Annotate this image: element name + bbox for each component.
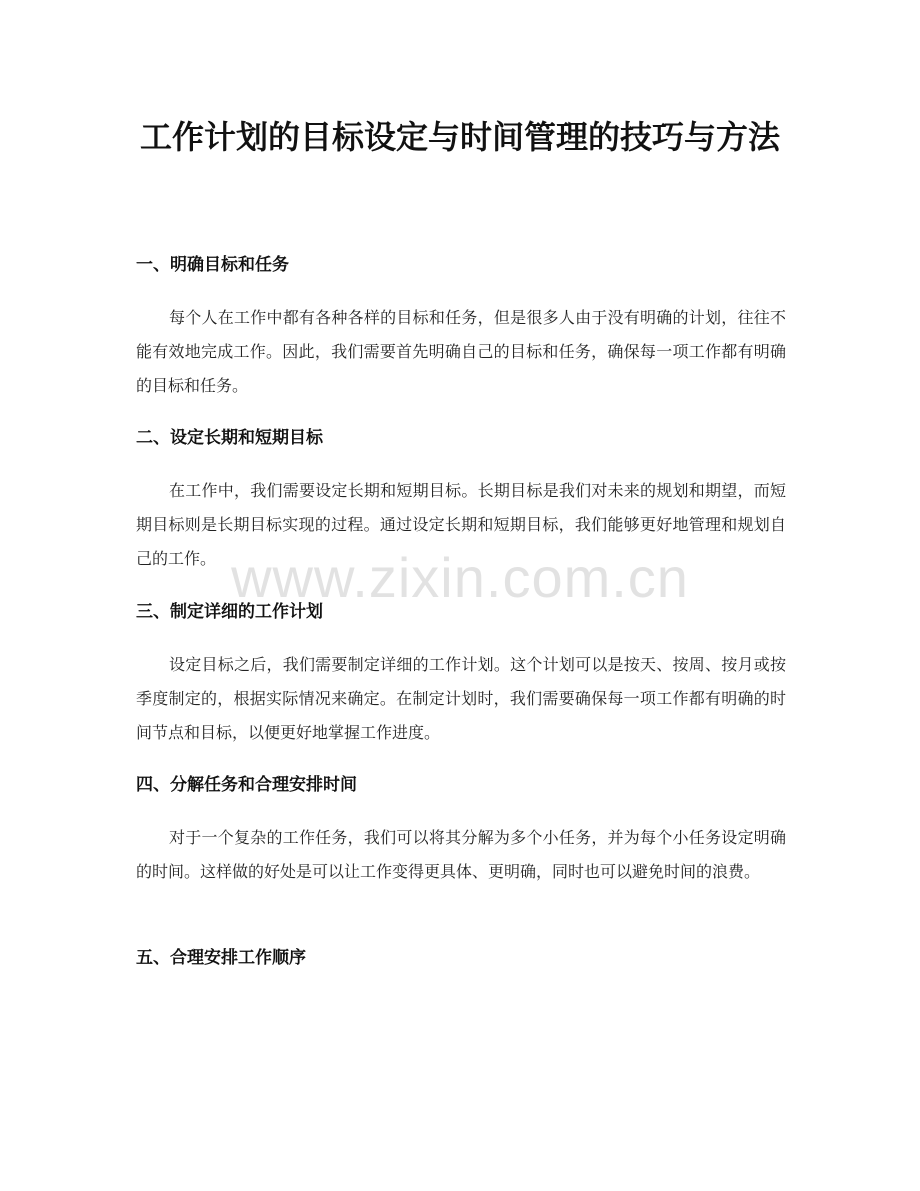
section-heading-5: 五、合理安排工作顺序: [136, 948, 306, 968]
section-body-1: 每个人在工作中都有各种各样的目标和任务，但是很多人由于没有明确的计划，往往不能有效地完成工作。因此，我们需要首先明确自己的目标和任务，确保每一项工作都有明确的目标和任务。: [136, 308, 786, 395]
section-body-4: 对于一个复杂的工作任务，我们可以将其分解为多个小任务，并为每个小任务设定明确的时间。这样做的好处是可以让工作变得更具体、更明确，同时也可以避免时间的浪费。: [136, 828, 786, 881]
section-body-3: 设定目标之后，我们需要制定详细的工作计划。这个计划可以是按天、按周、按月或按季度制定的，根据实际情况来确定。在制定计划时，我们需要确保每一项工作都有明确的时间节点和目标，以便更好地掌握工作进度。: [136, 655, 786, 742]
section-heading-1: 一、明确目标和任务: [136, 255, 289, 275]
section-heading-3: 三、制定详细的工作计划: [136, 602, 323, 622]
section-heading-4: 四、分解任务和合理安排时间: [136, 775, 357, 795]
watermark: www.zixin.com.cn: [231, 546, 689, 609]
section-body-2: 在工作中，我们需要设定长期和短期目标。长期目标是我们对未来的规划和期望，而短期目标则是长期目标实现的过程。通过设定长期和短期目标，我们能够更好地管理和规划自己的工作。: [136, 481, 786, 568]
section-heading-2: 二、设定长期和短期目标: [136, 428, 323, 448]
page-title: 工作计划的目标设定与时间管理的技巧与方法: [139, 118, 780, 156]
